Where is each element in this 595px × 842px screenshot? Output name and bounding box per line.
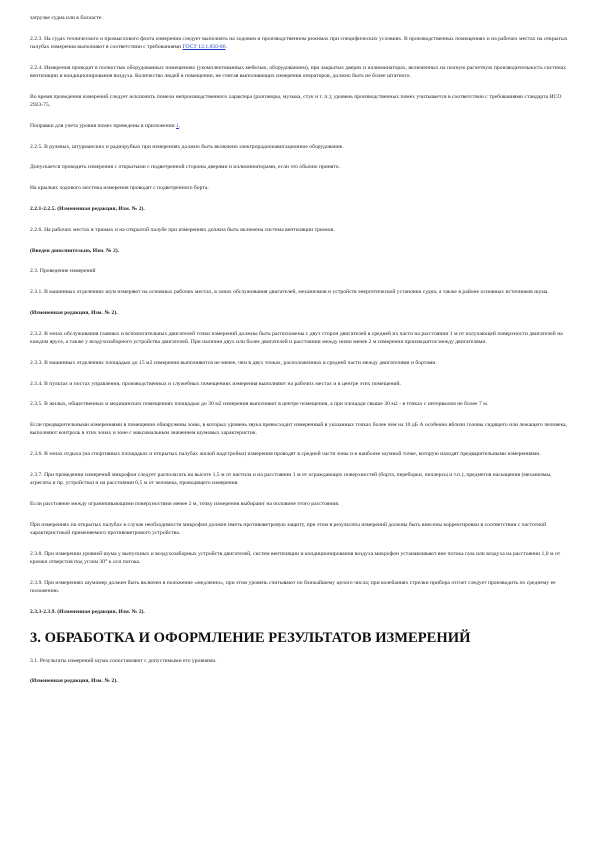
paragraph: Если расстояние между ограничивающими поверхностями менее 2 м, точку измерения выбирают на половине этого расстояния. bbox=[30, 500, 340, 507]
subsection-heading: 2.3. Проведение измерений bbox=[30, 268, 96, 275]
amendment-note: 2.2.1-2.2.5. (Измененная редакция, Изм. № 2). bbox=[30, 205, 145, 212]
period: . bbox=[178, 122, 181, 129]
paragraph: 2.2.4. Измерения проводят в полностью оборудованных помещениях (укомплектованных мебелью, оборудованием), при закрытых дверях и иллюминаторах, включенных на полную расчетную производительность системах вентиляции и кондиционирования воздуха. Количество людей в помещении, не считая выполняющих измерения операторов, должно быть не более штатного. bbox=[30, 64, 567, 79]
gost-link[interactable]: ГОСТ 12.1.050-86 bbox=[182, 44, 226, 50]
paragraph: При измерениях на открытых палубах в случае необходимости микрофон должен иметь противоветровую защиту, при этом в результаты измерений должны быть внесены корректировки в соответствии с частотной характеристикой применяемого противоветрового устройства. bbox=[30, 521, 547, 536]
appendix-link[interactable]: 1 bbox=[176, 122, 179, 129]
paragraph-text: Поправки для учета уровня помех приведены в приложении bbox=[30, 122, 175, 129]
paragraph: 2.3.1. В машинных отделениях шум измеряют на основных рабочих местах, в зонах обслуживания двигателей, механизмов и устройств энергетической установки судна, а также в районе основных источников шума. bbox=[30, 289, 549, 296]
amendment-note: 2.3.3-2.3.9. (Измененная редакция, Изм. № 2). bbox=[30, 608, 145, 615]
paragraph: Допускается проводить измерения с открытыми с подветренной стороны дверями и иллюминаторами, если это обычно принято. bbox=[30, 164, 341, 171]
paragraph: загрузке судна или в балласте. bbox=[30, 15, 103, 21]
paragraph: 2.3.5. В жилых, общественных и медицинских помещениях площадью до 30 м2 измерения выполняют в центре помещения, а при площади свыше 30 м2 - в точках с интервалом не более 7 м. bbox=[30, 401, 489, 408]
paragraph: 2.2.5. В рулевых, штурманских и радиорубках при измерениях должно быть включено электрорадионавигационное оборудование. bbox=[30, 143, 344, 150]
amendment-note: (Введен дополнительно, Изм. № 2). bbox=[30, 247, 120, 254]
paragraph: 3.1. Результаты измерений шума сопоставляют с допустимыми его уровнями. bbox=[30, 657, 217, 664]
paragraph-text: 2.2.3. На судах технического и промыслового флота измерения следует выполнять на ходовом и производственном режимах при специфических условиях. В производственных помещениях и на рабочих местах на открытых палубах измерения выполняют в соответствии с требованиями bbox=[30, 35, 568, 50]
paragraph bbox=[30, 35, 570, 51]
period: . bbox=[225, 44, 227, 50]
paragraph: 2.3.6. В зонах отдыха (на спортивных площадках и открытых палубах жилой надстройки) измерения проводят в средней части зоны и в наиболее шумной точке, которую находят предварительными измерениями. bbox=[30, 451, 541, 458]
paragraph: 2.2.6. На рабочих местах в трюмах и на открытой палубе при измерениях должна быть включена система вентиляции трюмов. bbox=[30, 226, 335, 233]
paragraph: 2.3.2. В зонах обслуживания главных и вспомогательных двигателей точки измерений должны быть расположены с двух сторон двигателей в средней их части на расстоянии 1 м от излучающей поверхности двигателей на каждом ярусе, а также у воздухозаборного устройства двигателей. При наличии двух или более двигателей и расстоянии между ними менее 2 м измерения производятся между двигателями. bbox=[30, 330, 563, 345]
paragraph: 2.3.7. При проведении измерений микрофон следует располагать на высоте 1,5 м от настила и на расстоянии 1 м от ограждающих поверхностей (борта, переборки, пиллерсы и т.п.), предметов насыщения (механизмы, агрегаты и пр. устройства) и на расстоянии 0,5 м от человека, проводящего измерения. bbox=[30, 471, 552, 487]
paragraph: 2.3.8. При измерении уровней шума у выпускных и воздухозаборных устройств двигателей, систем вентиляции и кондиционирования воздуха микрофон устанавливают вне потока газа или воздуха на расстоянии 1,0 м от кромки отверстия под углом 30° к оси потока. bbox=[30, 550, 561, 565]
paragraph: На крыльях ходового мостика измерения проводят с подветренного борта. bbox=[30, 185, 209, 192]
paragraph bbox=[30, 122, 570, 130]
paragraph: Если предварительными измерениями в помещении обнаружены зоны, в которых уровень звука превосходит измеренный в указанных точках более чем на 10 дБ А особенно вблизи головы сидящего или лежащего человека, выполняют контроль в этих зонах и зоне с максимальным значением шумовых характеристик. bbox=[30, 422, 568, 437]
section-title: 3. ОБРАБОТКА И ОФОРМЛЕНИЕ РЕЗУЛЬТАТОВ ИЗМЕРЕНИЙ bbox=[30, 629, 471, 646]
amendment-note: (Измененная редакция, Изм. № 2). bbox=[30, 309, 118, 316]
paragraph: Во время проведения измерений следует исключить помехи непроизводственного характера (разговоры, музыка, стук и т. п.); уровень производственных помех учитывается в соответствии с требованиями стандарта ИСО 2923-75. bbox=[30, 93, 562, 108]
paragraph: 2.3.4. В пультах и постах управления, производственных и служебных помещениях измерения выполняют на рабочих местах и в центре этих помещений. bbox=[30, 380, 401, 387]
paragraph: 2.3.9. При измерениях шумомер должен быть включен в положение «медленно», при этом уровень считывают по ближайшему целого числа; при колебаниях стрелки прибора отсчет следует производить по среднему ее положению. bbox=[30, 579, 556, 594]
document-page bbox=[30, 14, 570, 698]
amendment-note: (Измененная редакция, Изм. № 2). bbox=[30, 678, 118, 685]
paragraph: 2.3.3. В машинных отделениях площадью до 15 м2 измерения выполняются не менее, чем в двух точках, расположенных в средней части между двигателями и бортами. bbox=[30, 359, 437, 366]
